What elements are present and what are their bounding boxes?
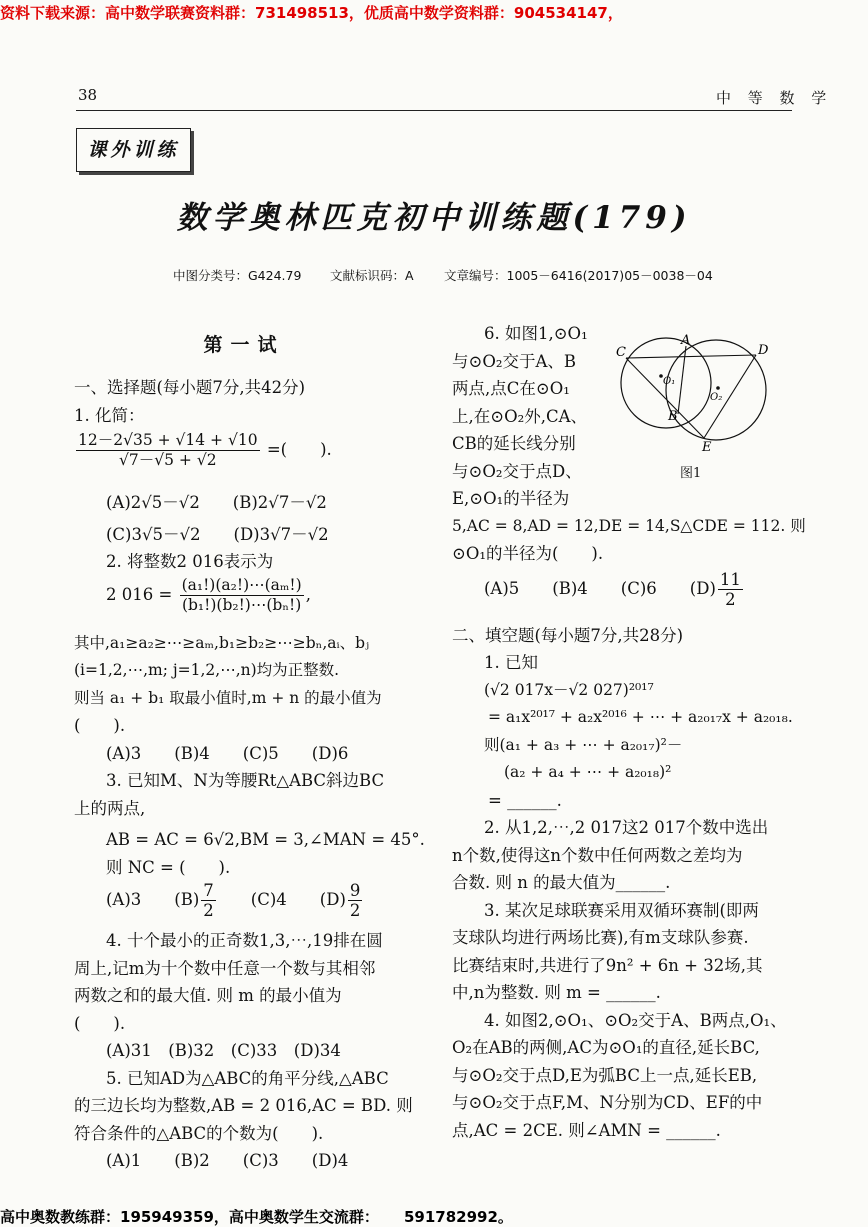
f1-line1: 1. 已知	[484, 653, 538, 672]
column-tag-box	[76, 128, 191, 172]
part2-heading: 二、填空题(每小题7分,共28分)	[452, 625, 684, 645]
left-column	[74, 332, 425, 1175]
f4-line3: 与⊙O₂交于点D,E为弧BC上一点,延长EB,	[452, 1065, 758, 1085]
section-title: 第一试	[203, 334, 285, 356]
f1-line3: = a₁x²⁰¹⁷ + a₂x²⁰¹⁶ + ⋯ + a₂₀₁₇x + a₂₀₁₈.	[488, 708, 793, 726]
q5-options: (A)1 (B)2 (C)3 (D)4	[106, 1151, 349, 1170]
f4-line5: 点,AC = 2CE. 则∠AMN = ______.	[452, 1120, 721, 1140]
q3-line1: 3. 已知M、N为等腰Rt△ABC斜边BC	[106, 771, 385, 790]
page-number: 38	[78, 86, 98, 104]
f2-line1: 2. 从1,2,⋯,2 017这2 017个数中选出	[484, 818, 769, 837]
q5-line3: 符合条件的△ABC的个数为( ).	[74, 1123, 324, 1143]
q3-line2: 上的两点,	[74, 798, 146, 818]
q2-numerator: (a₁!)(a₂!)⋯(aₘ!)	[181, 575, 302, 594]
article-number: 文章编号：1005－6416(2017)05－0038－04	[444, 268, 713, 283]
line-cd	[626, 355, 756, 358]
q1-expression	[74, 431, 414, 481]
bottom-banner-left: 高中奥数教练群：195949359，高中奥数学生交流群：	[0, 1208, 379, 1226]
q3-d-num: 9	[349, 881, 361, 900]
q6-options	[452, 570, 797, 616]
q4-line3: 两数之和的最大值. 则 m 的最小值为	[74, 986, 342, 1005]
q2-options: (A)3 (B)4 (C)5 (D)6	[106, 743, 349, 763]
label-b: B	[668, 409, 678, 424]
center-o2	[716, 386, 720, 390]
q4-line2: 周上,记m为十个数中任意一个数与其相邻	[74, 958, 376, 978]
q6-line2: 与⊙O₂交于A、B	[452, 351, 577, 371]
q6-line7: E,⊙O₁的半径为	[452, 489, 570, 508]
f4-line1: 4. 如图2,⊙O₁、⊙O₂交于A、B两点,O₁、	[484, 1010, 787, 1030]
q3-line3: AB = AC = 6√2,BM = 3,∠MAN = 45°.	[106, 830, 425, 849]
f1-line6: = ______.	[488, 790, 562, 810]
q6-line1: 6. 如图1,⊙O₁	[484, 324, 588, 343]
q3-b-num: 7	[203, 881, 214, 900]
q5-line1: 5. 已知AD为△ABC的角平分线,△ABC	[106, 1068, 389, 1088]
q6-line6: 与⊙O₂交于点D、	[452, 461, 582, 481]
article-title: 数学奥林匹克初中训练题(179)	[176, 200, 692, 236]
q1-denominator: √7－√5 + √2	[119, 451, 217, 469]
q4-line1: 4. 十个最小的正奇数1,3,⋯,19排在圆	[106, 931, 383, 950]
q6-line8: 5,AC = 8,AD = 12,DE = 14,S△CDE = 112. 则	[452, 516, 806, 535]
q3-options	[74, 881, 414, 927]
q1-numerator: 12－2√35 + √14 + √10	[78, 431, 258, 449]
q3-line4: 则 NC = ( ).	[106, 857, 231, 877]
q2-expression: 2 016 = $\frac{\text{(a₁!)(a₂!)⋯(aₘ!)}}{\text{(b₁!)(b₂!)⋯(bₙ!)}}$ ,	[106, 575, 311, 614]
label-e: E	[702, 440, 712, 452]
q6-line5: CB的延长线分别	[452, 434, 576, 453]
q6-options-text: (A)5 (B)4 (C)6 (D)	[484, 578, 716, 598]
figure-1	[608, 328, 798, 452]
label-o2: O₂	[710, 392, 723, 403]
f3-line2: 支球队均进行两场比赛),有m支球队参赛.	[452, 928, 749, 947]
q5-line2: 的三边长均为整数,AB = 2 016,AC = BD. 则	[74, 1096, 413, 1115]
q1-tail: =( ).	[266, 440, 332, 459]
journal-name: 中 等 数 学	[716, 89, 833, 107]
q6-line9: ⊙O₁的半径为( ).	[452, 544, 604, 563]
f1-line2: (√2 017x－√2 027)²⁰¹⁷	[484, 680, 654, 699]
q6-line4: 上,在⊙O₂外,CA、	[452, 406, 587, 426]
q2-stem: 2. 将整数2 016表示为	[106, 552, 274, 571]
label-o1: O₁	[663, 376, 676, 387]
q6-line3: 两点,点C在⊙O₁	[452, 379, 570, 398]
top-banner: 资料下载来源：高中数学联赛资料群：731498513，优质高中数学资料群：904534147，	[0, 4, 623, 22]
q2-line2: (i=1,2,⋯,m; j=1,2,⋯,n)均为正整数.	[74, 661, 340, 679]
f2-line2: n个数,使得这n个数中任何两数之差均为	[452, 845, 743, 865]
label-a: A	[681, 333, 691, 348]
f4-line4: 与⊙O₂交于点F,M、N分别为CD、EF的中	[452, 1093, 763, 1112]
q1-stem: 1. 化简：	[74, 405, 145, 425]
q4-line4: ( ).	[74, 1013, 126, 1033]
label-c: C	[616, 345, 626, 360]
doc-code: 文献标识码：A	[330, 268, 414, 283]
f1-line4: 则(a₁ + a₃ + ⋯ + a₂₀₁₇)²－	[484, 735, 683, 754]
part1-heading: 一、选择题(每小题7分,共42分)	[74, 378, 306, 397]
column-tag: 课外训练	[87, 139, 180, 161]
q2-denominator: (b₁!)(b₂!)⋯(bₙ!)	[181, 595, 302, 614]
bottom-banner-right: 591782992。	[404, 1208, 513, 1226]
figure-1-caption: 图1	[680, 466, 702, 481]
q4-options: (A)31 (B)32 (C)33 (D)34	[106, 1041, 341, 1060]
q3-options-b: (C)4 (D)	[217, 890, 346, 909]
q2-line3: 则当 a₁ + b₁ 取最小值时,m + n 的最小值为	[74, 688, 382, 707]
label-d: D	[758, 343, 769, 358]
header-rule	[76, 110, 792, 111]
f2-line3: 合数. 则 n 的最大值为______.	[452, 873, 671, 892]
q2-line1: 其中,a₁≥a₂≥⋯≥aₘ,b₁≥b₂≥⋯≥bₙ,aᵢ、bⱼ	[74, 633, 370, 652]
q2-line4: ( ).	[74, 716, 126, 735]
f4-line2: O₂在AB的两侧,AC为⊙O₁的直径,延长BC,	[452, 1038, 760, 1057]
f1-line5: (a₂ + a₄ + ⋯ + a₂₀₁₈)²	[504, 763, 672, 781]
q1-options-ab: (A)2√5－√2 (B)2√7－√2	[106, 493, 327, 512]
q2-lhs: 2 016 =	[106, 584, 173, 604]
clc-number: 中图分类号：G424.79	[173, 268, 302, 283]
f3-line4: 中,n为整数. 则 m = ______.	[452, 983, 661, 1002]
q6-d-den: 2	[725, 589, 736, 609]
f3-line3: 比赛结束时,共进行了9n² + 6n + 32场,其	[452, 955, 763, 975]
q3-options-a: (A)3 (B)	[106, 890, 200, 909]
line-ce	[626, 358, 704, 438]
q3-b-den: 2	[203, 901, 214, 920]
q1-options-cd: (C)3√5－√2 (D)3√7－√2	[106, 524, 329, 544]
q6-d-num: 11	[719, 569, 741, 589]
q3-d-den: 2	[349, 901, 361, 920]
f3-line1: 3. 某次足球联赛采用双循环赛制(即两	[484, 900, 759, 920]
